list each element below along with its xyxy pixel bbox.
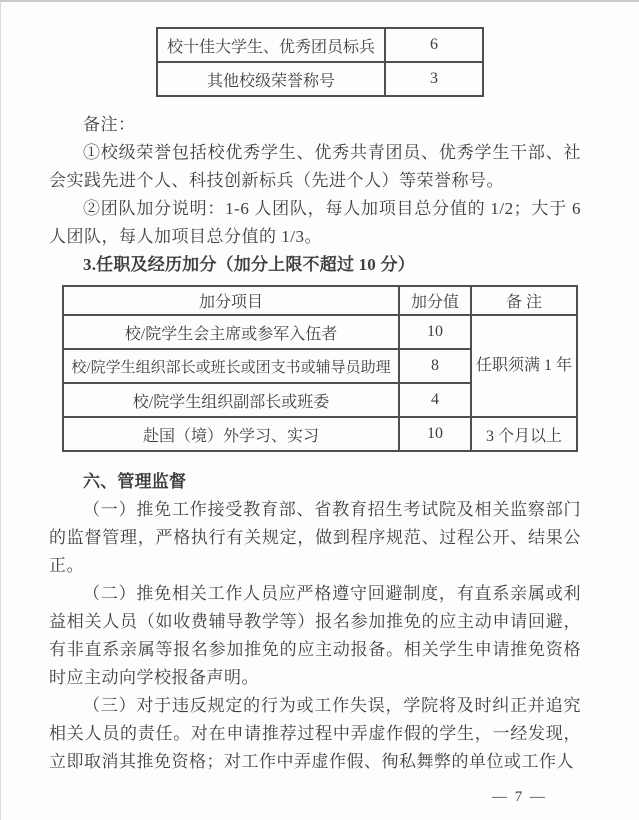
column-header-item: 加分项目 [63,286,399,315]
merged-note-cell: 任职须满 1 年 [471,315,577,417]
item-cell: 校/院学生会主席或参军入伍者 [63,315,399,349]
item-cell: 校/院学生组织部长或班长或团支书或辅导员助理 [63,349,399,383]
note-cell: 3 个月以上 [471,417,577,451]
table-row [63,315,577,349]
table-row [63,417,577,451]
column-header-value: 加分值 [399,286,471,315]
section6-paragraph-3: （三）对于违反规定的行为或工作失误，学院将及时纠正并追究相关人员的责任。对在申请推荐过程中弄虚作假的学生，一经发现，立即取消其推免资格；对工作中弄虚作假、徇私舞弊的单位或工作人 [49,696,581,771]
honor-points-table [156,27,484,97]
table-row [157,62,483,96]
position-experience-points-table [62,285,578,452]
honor-label: 其他校级荣誉称号 [157,62,385,96]
section6-paragraph-2: （二）推免相关工作人员应严格遵守回避制度，有直系亲属或利益相关人员（如收费辅导教学等）报名参加推免的应主动申请回避，有非直系亲属等报名参加推免的应主动报备。相关学生申请推免资格时应主动向学校报备声明。 [49,584,581,687]
column-header-note: 备 注 [471,286,577,315]
item-cell: 赴国（境）外学习、实习 [63,417,399,451]
section6-paragraph-1: （一）推免工作接受教育部、省教育招生考试院及相关监察部门的监督管理，严格执行有关规定，做到程序规范、过程公开、结果公正。 [49,500,581,575]
page-number: — 7 — [492,789,547,805]
honor-label: 校十佳大学生、优秀团员标兵 [157,28,385,62]
body-text [1,111,639,279]
section6-heading: 六、管理监督 [83,472,187,491]
note-item-1: ①校级荣誉包括校优秀学生、优秀共青团员、优秀学生干部、社会实践先进个人、科技创新标兵（先进个人）等荣誉称号。 [49,143,581,190]
item-cell: 校/院学生组织副部长或班委 [63,383,399,417]
table-header-row [63,286,577,315]
section3-heading: 3.任职及经历加分（加分上限不超过 10 分） [83,255,415,274]
value-cell: 8 [399,349,471,383]
honor-value: 6 [385,28,483,62]
table-row [157,28,483,62]
honor-value: 3 [385,62,483,96]
value-cell: 4 [399,383,471,417]
value-cell: 10 [399,417,471,451]
notes-title: 备注： [83,115,136,134]
body-text [1,468,639,776]
value-cell: 10 [399,315,471,349]
note-item-2: ②团队加分说明：1-6 人团队，每人加项目总分值的 1/2；大于 6 人团队，每人加项目总分值的 1/3。 [49,199,581,246]
